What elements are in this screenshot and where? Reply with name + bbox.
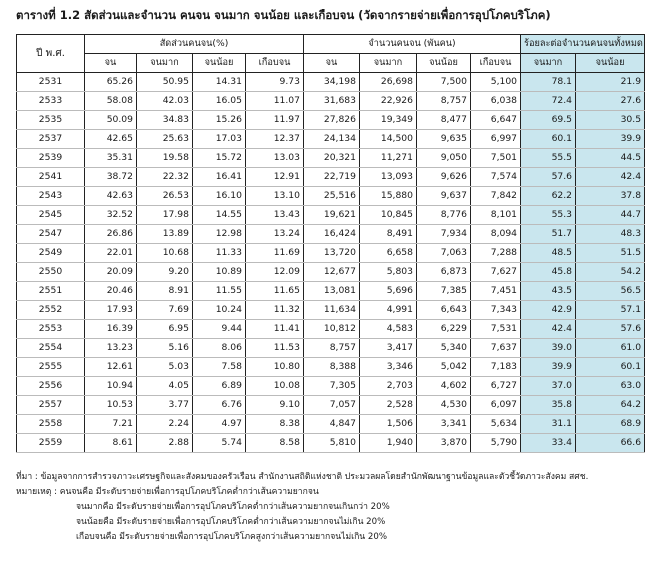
table-row — [17, 320, 645, 339]
cell-pct-very-poor: 37.0 — [521, 377, 576, 396]
cell-count-poor: 25,516 — [304, 187, 360, 206]
cell-pct-very-poor: 78.1 — [521, 73, 576, 92]
share-col-very-poor: จนมาก — [137, 54, 193, 73]
cell-share-poor: 42.63 — [85, 187, 137, 206]
cell-share-less-poor: 16.41 — [193, 168, 246, 187]
cell-pct-very-poor: 60.1 — [521, 130, 576, 149]
cell-count-less-poor: 5,042 — [417, 358, 471, 377]
cell-pct-very-poor: 39.9 — [521, 358, 576, 377]
cell-share-poor: 16.39 — [85, 320, 137, 339]
cell-share-very-poor: 9.20 — [137, 263, 193, 282]
cell-count-poor: 5,810 — [304, 434, 360, 453]
cell-share-poor: 26.86 — [85, 225, 137, 244]
table-row — [17, 244, 645, 263]
cell-share-less-poor: 15.72 — [193, 149, 246, 168]
cell-year: 2531 — [17, 73, 85, 92]
cell-share-very-poor: 25.63 — [137, 130, 193, 149]
cell-share-less-poor: 10.89 — [193, 263, 246, 282]
table-row — [17, 282, 645, 301]
source-note: ที่มา : ข้อมูลจากการสำรวจภาวะเศรษฐกิจและสังคมของครัวเรือน สำนักงานสถิติแห่งชาติ ประมวลผลโดยสำนักพัฒนาฐานข้อมูลและตัวชี้วัดภาวะสังคม สศช. — [16, 472, 589, 482]
cell-count-less-poor: 9,637 — [417, 187, 471, 206]
share-col-poor: จน — [85, 54, 137, 73]
cell-share-less-poor: 12.98 — [193, 225, 246, 244]
cell-year: 2549 — [17, 244, 85, 263]
cell-share-very-poor: 42.03 — [137, 92, 193, 111]
cell-count-poor: 22,719 — [304, 168, 360, 187]
cell-year: 2541 — [17, 168, 85, 187]
cell-pct-very-poor: 35.8 — [521, 396, 576, 415]
cell-count-poor: 7,057 — [304, 396, 360, 415]
cell-pct-less-poor: 42.4 — [576, 168, 645, 187]
share-col-less-poor: จนน้อย — [193, 54, 246, 73]
cell-pct-very-poor: 62.2 — [521, 187, 576, 206]
cell-share-less-poor: 4.97 — [193, 415, 246, 434]
cell-pct-less-poor: 57.1 — [576, 301, 645, 320]
cell-count-poor: 11,634 — [304, 301, 360, 320]
cell-share-very-poor: 17.98 — [137, 206, 193, 225]
cell-share-less-poor: 16.05 — [193, 92, 246, 111]
cell-pct-very-poor: 55.5 — [521, 149, 576, 168]
cell-year: 2543 — [17, 187, 85, 206]
cell-share-near-poor: 10.08 — [246, 377, 304, 396]
cell-count-less-poor: 9,050 — [417, 149, 471, 168]
cell-count-less-poor: 7,385 — [417, 282, 471, 301]
cell-year: 2551 — [17, 282, 85, 301]
cell-share-very-poor: 22.32 — [137, 168, 193, 187]
cell-share-less-poor: 14.55 — [193, 206, 246, 225]
cell-share-poor: 8.61 — [85, 434, 137, 453]
cell-count-poor: 7,305 — [304, 377, 360, 396]
cell-share-very-poor: 7.69 — [137, 301, 193, 320]
cell-pct-less-poor: 64.2 — [576, 396, 645, 415]
cell-share-near-poor: 13.10 — [246, 187, 304, 206]
cell-pct-less-poor: 68.9 — [576, 415, 645, 434]
cell-share-very-poor: 6.95 — [137, 320, 193, 339]
cell-share-very-poor: 4.05 — [137, 377, 193, 396]
cell-count-very-poor: 14,500 — [360, 130, 417, 149]
table-row — [17, 130, 645, 149]
cell-share-very-poor: 2.88 — [137, 434, 193, 453]
cell-share-near-poor: 11.65 — [246, 282, 304, 301]
cell-share-poor: 17.93 — [85, 301, 137, 320]
cell-count-less-poor: 3,341 — [417, 415, 471, 434]
cell-pct-less-poor: 61.0 — [576, 339, 645, 358]
cell-year: 2555 — [17, 358, 85, 377]
cell-count-very-poor: 3,417 — [360, 339, 417, 358]
def-near-poor: เกือบจนคือ มีระดับรายจ่ายเพื่อการอุปโภคบริโภคสูงกว่าเส้นความยากจนไม่เกิน 20% — [76, 532, 387, 542]
count-col-near-poor: เกือบจน — [471, 54, 521, 73]
cell-pct-less-poor: 44.5 — [576, 149, 645, 168]
cell-pct-very-poor: 42.4 — [521, 320, 576, 339]
count-col-very-poor: จนมาก — [360, 54, 417, 73]
cell-share-near-poor: 11.69 — [246, 244, 304, 263]
cell-count-near-poor: 6,727 — [471, 377, 521, 396]
def-very-poor: จนมากคือ มีระดับรายจ่ายเพื่อการอุปโภคบริโภคต่ำกว่าเส้นความยากจนเกินกว่า 20% — [76, 502, 390, 512]
cell-pct-very-poor: 69.5 — [521, 111, 576, 130]
cell-share-poor: 7.21 — [85, 415, 137, 434]
cell-share-less-poor: 14.31 — [193, 73, 246, 92]
cell-count-less-poor: 6,873 — [417, 263, 471, 282]
cell-share-less-poor: 16.10 — [193, 187, 246, 206]
cell-count-poor: 13,720 — [304, 244, 360, 263]
cell-count-very-poor: 19,349 — [360, 111, 417, 130]
cell-count-less-poor: 9,626 — [417, 168, 471, 187]
cell-share-less-poor: 11.55 — [193, 282, 246, 301]
table-row — [17, 263, 645, 282]
cell-pct-less-poor: 30.5 — [576, 111, 645, 130]
cell-share-near-poor: 12.91 — [246, 168, 304, 187]
table-title: ตารางที่ 1.2 สัดส่วนและจำนวน คนจน จนมาก จนน้อย และเกือบจน (วัดจากรายจ่ายเพื่อการอุปโภคบริโภค) — [16, 8, 551, 22]
cell-count-less-poor: 8,757 — [417, 92, 471, 111]
cell-share-very-poor: 13.89 — [137, 225, 193, 244]
cell-pct-less-poor: 48.3 — [576, 225, 645, 244]
cell-pct-very-poor: 72.4 — [521, 92, 576, 111]
cell-year: 2537 — [17, 130, 85, 149]
cell-count-near-poor: 7,501 — [471, 149, 521, 168]
cell-share-near-poor: 11.41 — [246, 320, 304, 339]
cell-pct-very-poor: 42.9 — [521, 301, 576, 320]
cell-count-near-poor: 7,288 — [471, 244, 521, 263]
cell-count-near-poor: 7,842 — [471, 187, 521, 206]
cell-share-near-poor: 9.73 — [246, 73, 304, 92]
cell-count-near-poor: 7,343 — [471, 301, 521, 320]
cell-share-poor: 35.31 — [85, 149, 137, 168]
cell-pct-very-poor: 39.0 — [521, 339, 576, 358]
cell-count-near-poor: 7,531 — [471, 320, 521, 339]
cell-pct-less-poor: 39.9 — [576, 130, 645, 149]
cell-share-near-poor: 10.80 — [246, 358, 304, 377]
cell-count-near-poor: 6,097 — [471, 396, 521, 415]
cell-count-near-poor: 6,038 — [471, 92, 521, 111]
cell-count-poor: 24,134 — [304, 130, 360, 149]
cell-share-near-poor: 12.09 — [246, 263, 304, 282]
cell-share-near-poor: 11.97 — [246, 111, 304, 130]
cell-share-very-poor: 5.16 — [137, 339, 193, 358]
cell-share-near-poor: 8.38 — [246, 415, 304, 434]
cell-count-less-poor: 7,063 — [417, 244, 471, 263]
cell-count-less-poor: 8,477 — [417, 111, 471, 130]
cell-count-less-poor: 9,635 — [417, 130, 471, 149]
cell-count-near-poor: 5,634 — [471, 415, 521, 434]
cell-share-near-poor: 13.43 — [246, 206, 304, 225]
cell-pct-less-poor: 27.6 — [576, 92, 645, 111]
table-row — [17, 149, 645, 168]
cell-share-very-poor: 3.77 — [137, 396, 193, 415]
cell-share-very-poor: 19.58 — [137, 149, 193, 168]
cell-share-near-poor: 11.53 — [246, 339, 304, 358]
cell-share-less-poor: 8.06 — [193, 339, 246, 358]
cell-count-near-poor: 5,100 — [471, 73, 521, 92]
cell-count-less-poor: 7,500 — [417, 73, 471, 92]
cell-count-poor: 10,812 — [304, 320, 360, 339]
cell-share-poor: 38.72 — [85, 168, 137, 187]
cell-pct-very-poor: 31.1 — [521, 415, 576, 434]
cell-share-poor: 10.53 — [85, 396, 137, 415]
cell-share-very-poor: 26.53 — [137, 187, 193, 206]
cell-share-less-poor: 5.74 — [193, 434, 246, 453]
cell-pct-less-poor: 56.5 — [576, 282, 645, 301]
pct-col-less-poor: จนน้อย — [576, 54, 645, 73]
poverty-table — [16, 34, 645, 453]
cell-pct-less-poor: 57.6 — [576, 320, 645, 339]
table-row — [17, 168, 645, 187]
count-col-less-poor: จนน้อย — [417, 54, 471, 73]
cell-count-poor: 4,847 — [304, 415, 360, 434]
cell-share-very-poor: 50.95 — [137, 73, 193, 92]
table-row — [17, 339, 645, 358]
cell-count-very-poor: 3,346 — [360, 358, 417, 377]
cell-share-near-poor: 13.03 — [246, 149, 304, 168]
year-header: ปี พ.ศ. — [17, 35, 85, 73]
cell-count-very-poor: 15,880 — [360, 187, 417, 206]
cell-year: 2553 — [17, 320, 85, 339]
cell-year: 2557 — [17, 396, 85, 415]
cell-pct-less-poor: 37.8 — [576, 187, 645, 206]
cell-count-less-poor: 8,776 — [417, 206, 471, 225]
count-group-header: จำนวนคนจน (พันคน) — [304, 35, 521, 54]
cell-pct-less-poor: 60.1 — [576, 358, 645, 377]
cell-count-very-poor: 1,940 — [360, 434, 417, 453]
cell-count-less-poor: 3,870 — [417, 434, 471, 453]
cell-share-poor: 20.46 — [85, 282, 137, 301]
cell-count-poor: 34,198 — [304, 73, 360, 92]
cell-count-very-poor: 5,803 — [360, 263, 417, 282]
cell-share-poor: 10.94 — [85, 377, 137, 396]
cell-share-less-poor: 17.03 — [193, 130, 246, 149]
cell-count-near-poor: 7,637 — [471, 339, 521, 358]
cell-count-poor: 19,621 — [304, 206, 360, 225]
cell-count-very-poor: 13,093 — [360, 168, 417, 187]
cell-count-very-poor: 2,703 — [360, 377, 417, 396]
table-row — [17, 111, 645, 130]
cell-share-near-poor: 8.58 — [246, 434, 304, 453]
table-row — [17, 377, 645, 396]
cell-count-very-poor: 6,658 — [360, 244, 417, 263]
notes — [16, 470, 646, 545]
cell-share-near-poor: 11.07 — [246, 92, 304, 111]
cell-year: 2552 — [17, 301, 85, 320]
cell-pct-less-poor: 51.5 — [576, 244, 645, 263]
cell-year: 2533 — [17, 92, 85, 111]
cell-pct-very-poor: 33.4 — [521, 434, 576, 453]
cell-count-near-poor: 6,647 — [471, 111, 521, 130]
table-row — [17, 225, 645, 244]
table-row — [17, 396, 645, 415]
cell-pct-very-poor: 51.7 — [521, 225, 576, 244]
cell-count-less-poor: 4,530 — [417, 396, 471, 415]
cell-count-less-poor: 6,643 — [417, 301, 471, 320]
cell-count-near-poor: 5,790 — [471, 434, 521, 453]
cell-count-near-poor: 7,451 — [471, 282, 521, 301]
cell-share-near-poor: 11.32 — [246, 301, 304, 320]
cell-count-very-poor: 5,696 — [360, 282, 417, 301]
cell-count-poor: 27,826 — [304, 111, 360, 130]
cell-count-less-poor: 4,602 — [417, 377, 471, 396]
cell-pct-less-poor: 63.0 — [576, 377, 645, 396]
cell-share-poor: 22.01 — [85, 244, 137, 263]
cell-count-poor: 12,677 — [304, 263, 360, 282]
table-row — [17, 415, 645, 434]
cell-year: 2554 — [17, 339, 85, 358]
cell-count-very-poor: 4,991 — [360, 301, 417, 320]
cell-count-poor: 16,424 — [304, 225, 360, 244]
cell-year: 2547 — [17, 225, 85, 244]
remark-note: หมายเหตุ : คนจนคือ มีระดับรายจ่ายเพื่อการอุปโภคบริโภคต่ำกว่าเส้นความยากจน — [16, 487, 319, 497]
cell-year: 2545 — [17, 206, 85, 225]
cell-pct-very-poor: 45.8 — [521, 263, 576, 282]
cell-share-very-poor: 34.83 — [137, 111, 193, 130]
cell-count-near-poor: 7,627 — [471, 263, 521, 282]
table-row — [17, 434, 645, 453]
cell-share-near-poor: 12.37 — [246, 130, 304, 149]
cell-share-less-poor: 10.24 — [193, 301, 246, 320]
pct-col-very-poor: จนมาก — [521, 54, 576, 73]
cell-share-near-poor: 9.10 — [246, 396, 304, 415]
table-body — [17, 73, 645, 453]
cell-share-very-poor: 8.91 — [137, 282, 193, 301]
cell-count-poor: 20,321 — [304, 149, 360, 168]
cell-share-less-poor: 6.76 — [193, 396, 246, 415]
cell-share-very-poor: 10.68 — [137, 244, 193, 263]
cell-year: 2559 — [17, 434, 85, 453]
cell-share-poor: 42.65 — [85, 130, 137, 149]
cell-pct-less-poor: 21.9 — [576, 73, 645, 92]
cell-count-less-poor: 6,229 — [417, 320, 471, 339]
pct-group-header: ร้อยละต่อจำนวนคนจนทั้งหมด — [521, 35, 645, 54]
count-col-poor: จน — [304, 54, 360, 73]
cell-year: 2535 — [17, 111, 85, 130]
def-less-poor: จนน้อยคือ มีระดับรายจ่ายเพื่อการอุปโภคบริโภคต่ำกว่าเส้นความยากจนไม่เกิน 20% — [76, 517, 386, 527]
cell-count-near-poor: 6,997 — [471, 130, 521, 149]
cell-share-poor: 12.61 — [85, 358, 137, 377]
cell-pct-less-poor: 44.7 — [576, 206, 645, 225]
cell-pct-less-poor: 66.6 — [576, 434, 645, 453]
cell-count-less-poor: 5,340 — [417, 339, 471, 358]
cell-year: 2539 — [17, 149, 85, 168]
cell-share-less-poor: 9.44 — [193, 320, 246, 339]
cell-count-poor: 13,081 — [304, 282, 360, 301]
cell-count-very-poor: 8,491 — [360, 225, 417, 244]
cell-count-near-poor: 7,183 — [471, 358, 521, 377]
cell-count-very-poor: 2,528 — [360, 396, 417, 415]
cell-count-near-poor: 8,101 — [471, 206, 521, 225]
table-row — [17, 92, 645, 111]
cell-share-less-poor: 6.89 — [193, 377, 246, 396]
cell-share-very-poor: 5.03 — [137, 358, 193, 377]
cell-share-poor: 20.09 — [85, 263, 137, 282]
share-group-header: สัดส่วนคนจน(%) — [85, 35, 304, 54]
cell-share-poor: 58.08 — [85, 92, 137, 111]
share-col-near-poor: เกือบจน — [246, 54, 304, 73]
cell-share-very-poor: 2.24 — [137, 415, 193, 434]
cell-count-very-poor: 26,698 — [360, 73, 417, 92]
cell-share-less-poor: 7.58 — [193, 358, 246, 377]
cell-pct-very-poor: 55.3 — [521, 206, 576, 225]
cell-count-very-poor: 10,845 — [360, 206, 417, 225]
table-row — [17, 187, 645, 206]
cell-count-near-poor: 8,094 — [471, 225, 521, 244]
cell-count-very-poor: 4,583 — [360, 320, 417, 339]
cell-share-poor: 32.52 — [85, 206, 137, 225]
cell-share-poor: 65.26 — [85, 73, 137, 92]
cell-year: 2550 — [17, 263, 85, 282]
cell-share-near-poor: 13.24 — [246, 225, 304, 244]
cell-share-poor: 50.09 — [85, 111, 137, 130]
cell-pct-very-poor: 57.6 — [521, 168, 576, 187]
cell-count-less-poor: 7,934 — [417, 225, 471, 244]
cell-share-less-poor: 11.33 — [193, 244, 246, 263]
table-row — [17, 301, 645, 320]
cell-count-poor: 8,757 — [304, 339, 360, 358]
cell-pct-less-poor: 54.2 — [576, 263, 645, 282]
cell-count-near-poor: 7,574 — [471, 168, 521, 187]
cell-year: 2556 — [17, 377, 85, 396]
cell-count-very-poor: 11,271 — [360, 149, 417, 168]
cell-pct-very-poor: 43.5 — [521, 282, 576, 301]
cell-year: 2558 — [17, 415, 85, 434]
table-row — [17, 206, 645, 225]
cell-share-less-poor: 15.26 — [193, 111, 246, 130]
cell-count-poor: 31,683 — [304, 92, 360, 111]
table-row — [17, 358, 645, 377]
table-row — [17, 73, 645, 92]
cell-pct-very-poor: 48.5 — [521, 244, 576, 263]
cell-count-very-poor: 1,506 — [360, 415, 417, 434]
cell-share-poor: 13.23 — [85, 339, 137, 358]
cell-count-poor: 8,388 — [304, 358, 360, 377]
cell-count-very-poor: 22,926 — [360, 92, 417, 111]
